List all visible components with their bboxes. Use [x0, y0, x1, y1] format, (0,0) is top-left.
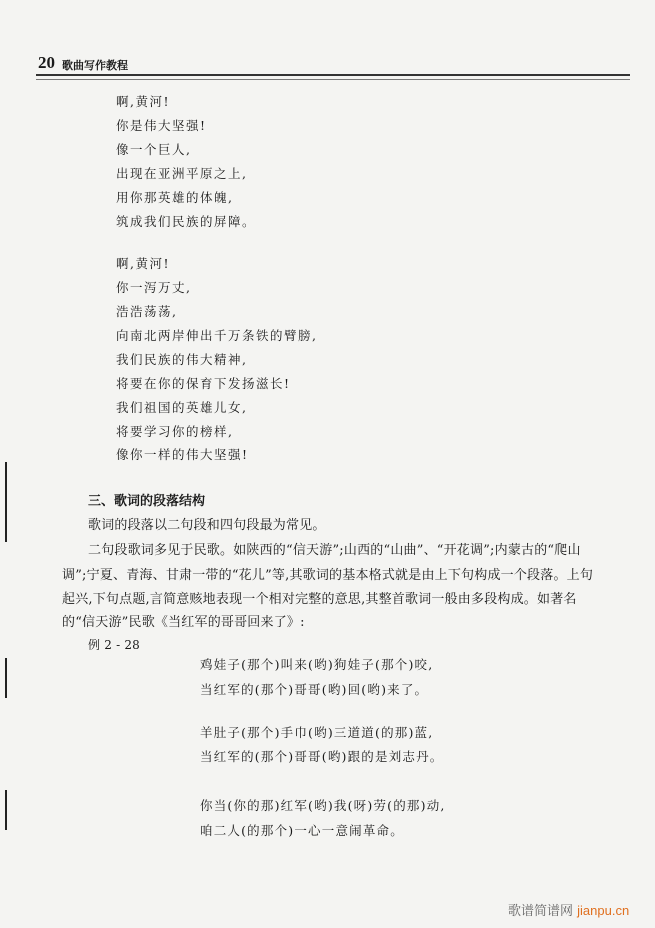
scan-margin-mark	[5, 658, 7, 698]
poem-line: 像一个巨人,	[116, 142, 192, 157]
watermark-en: jianpu.cn	[577, 903, 630, 918]
poem-line: 将要在你的保育下发扬滋长!	[116, 376, 291, 391]
scan-margin-mark	[5, 462, 7, 542]
watermark-cn: 歌谱简谱网	[508, 904, 574, 919]
paragraph-line: 二句段歌词多见于民歌。如陕西的“信天游”;山西的“山曲”、“开花调”;内蒙古的“爬山	[88, 543, 581, 558]
example-label: 例 2 - 28	[88, 638, 141, 652]
section-heading: 三、歌词的段落结构	[88, 494, 206, 509]
book-title: 歌曲写作教程	[62, 59, 128, 72]
poem-line: 将要学习你的榜样,	[116, 424, 234, 439]
watermark	[508, 900, 629, 919]
poem-line: 筑成我们民族的屏障。	[116, 214, 257, 229]
example-line: 咱二人(的那个)一心一意闹革命。	[200, 823, 404, 838]
poem-line: 向南北两岸伸出千万条铁的臂膀,	[116, 328, 318, 343]
example-line: 你当(你的那)红军(哟)我(呀)劳(的那)动,	[200, 798, 446, 813]
header-rule	[36, 74, 630, 80]
example-line: 当红军的(那个)哥哥(哟)回(哟)来了。	[200, 682, 429, 697]
example-line: 鸡娃子(那个)叫来(哟)狗娃子(那个)咬,	[200, 657, 434, 672]
example-line: 当红军的(那个)哥哥(哟)跟的是刘志丹。	[200, 749, 444, 764]
poem-line: 啊,黄河!	[116, 256, 170, 271]
poem-line: 你是伟大坚强!	[116, 118, 207, 133]
poem-line: 我们民族的伟大精神,	[116, 352, 248, 367]
paragraph-line: 歌词的段落以二句段和四句段最为常见。	[88, 518, 326, 533]
poem-line: 出现在亚洲平原之上,	[116, 166, 248, 181]
paragraph-line: 的“信天游”民歌《当红军的哥哥回来了》:	[62, 615, 305, 630]
poem-line: 你一泻万丈,	[116, 280, 192, 295]
paragraph-line: 调”;宁夏、青海、甘肃一带的“花儿”等,其歌词的基本格式就是由上下句构成一个段落。上句	[62, 568, 594, 583]
scan-margin-mark	[5, 790, 7, 830]
example-line: 羊肚子(那个)手巾(哟)三道道(的那)蓝,	[200, 725, 434, 740]
poem-line: 用你那英雄的体魄,	[116, 190, 234, 205]
page-number: 20	[38, 53, 55, 72]
poem-line: 像你一样的伟大坚强!	[116, 447, 249, 462]
poem-line: 我们祖国的英雄儿女,	[116, 400, 248, 415]
poem-line: 啊,黄河!	[116, 94, 170, 109]
poem-line: 浩浩荡荡,	[116, 304, 178, 319]
paragraph-line: 起兴,下句点题,言简意赅地表现一个相对完整的意思,其整首歌词一般由多段构成。如著名	[62, 592, 577, 607]
